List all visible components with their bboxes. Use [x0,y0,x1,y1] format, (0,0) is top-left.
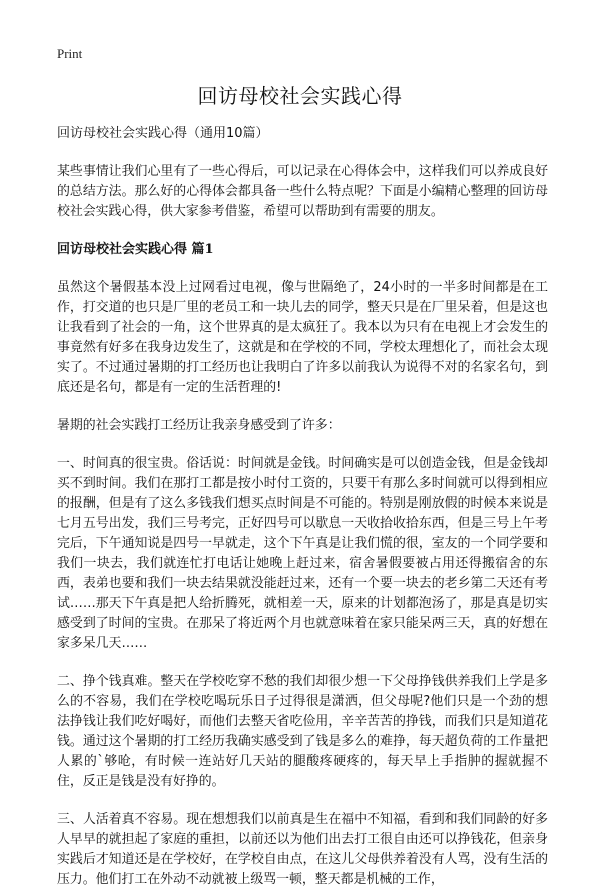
print-link[interactable]: Print [57,46,83,61]
body-paragraph: 三、人活着真不容易。现在想想我们以前真是生在福中不知福，看到和我们同龄的好多人早早的就担起了家庭的重担，以前还以为他们出去打工很自由还可以挣钱花，但亲身实践后才知道还是在学校好，在学校自由点，在这儿父母供养着没有人骂，没有生活的压力。他们打工在外动不动就被上级骂一顿，整天都是机械的工作， [57,812,548,887]
body-paragraph: 暑期的社会实践打工经历让我亲身感受到了许多： [57,418,341,433]
body-paragraph: 虽然这个暑假基本没上过网看过电视，像与世隔绝了，24小时的一半多时间都是在工作，打交道的也只是厂里的老员工和一块儿去的同学，整天只是在厂里呆着，但是这也让我看到了社会的一角，这个世界真的是太疯狂了。我本以为只有在电视上才会发生的事竟然有好多在我身边发生了，这就是和在学校的不同，学校太理想化了，而社会太现实了。不过通过暑期的打工经历也让我明白了许多以前我认为说得不对的名家名句，到底还是名句，都是有一定的生活哲理的! [57,280,548,395]
intro-paragraph: 某些事情让我们心里有了一些心得后，可以记录在心得体会中，这样我们可以养成良好的总结方法。那么好的心得体会都具备一些什么特点呢？下面是小编精心整理的回访母校社会实践心得，供大家参考借鉴，希望可以帮助到有需要的朋友。 [57,164,548,219]
document-body [57,148,548,890]
document-subtitle: 回访母校社会实践心得（通用10篇） [57,126,269,141]
body-paragraph: 一、时间真的很宝贵。俗话说：时间就是金钱。时间确实是可以创造金钱，但是金钱却买不到时间。我们在那打工都是按小时付工资的，只要干有那么多时间就可以得到相应的报酬，但是有了这么多钱我们想买点时间是不可能的。特别是刚放假的时候本来说是七月五号出发，我们三号考完，正好四号可以歇息一天收拾收拾东西，但是三号上午考完后，下午通知说是四号一早就走，这个下午真是让我们慌的很，室友的一个同学要和我们一块去，我们就连忙打电话让她晚上赶过来，宿舍暑假要被占用还得搬宿舍的东西，表弟也要和我们一块去结果就没能赶过来，还有一个要一块去的老乡第二天还有考试……那天下午真是把人给折腾死，就相差一天，原来的计划都泡汤了，那是真是切实感受到了时间的宝贵。在那呆了将近两个月也就意味着在家只能呆两三天，真的好想在家多呆几天…… [57,456,548,651]
body-paragraph: 二、挣个钱真难。整天在学校吃穿不愁的我们却很少想一下父母挣钱供养我们上学是多么的不容易，我们在学校吃喝玩乐日子过得很是潇洒，但父母呢?他们只是一个劲的想法挣钱让我们吃好喝好，而他们去整天省吃俭用，辛辛苦苦的挣钱，而我们只是知道花钱。通过这个暑期的打工经历我确实感受到了钱是多么的难挣，每天超负荷的工作量把人累的`够呛，有时候一连站好几天站的腿酸疼硬疼的，每天早上手指肿的握就握不住，反正是钱是没有好挣的。 [57,674,548,789]
page-title: 回访母校社会实践心得 [197,84,403,108]
section-heading: 回访母校社会实践心得 篇1 [57,242,214,257]
